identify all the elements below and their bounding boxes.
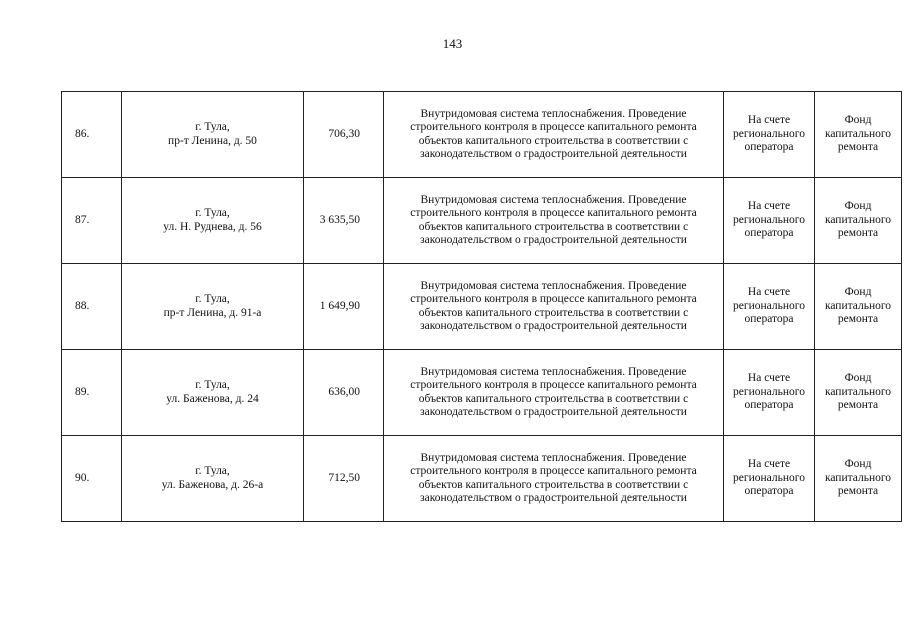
work-line: законодательством о градостроительной деятельности bbox=[420, 492, 687, 504]
address-cell bbox=[122, 436, 304, 522]
operator-cell bbox=[724, 436, 815, 522]
area-cell: 1 649,90 bbox=[304, 264, 384, 350]
work-line: объектов капитального строительства в соответствии с bbox=[418, 392, 689, 405]
table-row bbox=[62, 350, 902, 436]
fund-cell bbox=[815, 178, 902, 264]
fund-line: ремонта bbox=[837, 313, 879, 326]
area-cell: 3 635,50 bbox=[304, 178, 384, 264]
fund-line: капитального bbox=[824, 471, 892, 484]
operator-line: оператора bbox=[744, 227, 794, 240]
work-description-cell bbox=[384, 92, 724, 178]
work-line: объектов капитального строительства в соответствии с bbox=[418, 478, 689, 491]
fund-line: капитального bbox=[824, 385, 892, 398]
address-line: пр-т Ленина, д. 50 bbox=[168, 134, 257, 147]
fund-line: Фонд bbox=[844, 200, 872, 213]
fund-line: ремонта bbox=[837, 485, 879, 498]
work-line: Внутридомовая система теплоснабжения. Проведение bbox=[420, 193, 687, 206]
fund-line: ремонта bbox=[837, 141, 879, 154]
work-line: строительного контроля в процессе капитального ремонта bbox=[410, 293, 697, 305]
operator-line: На счете bbox=[747, 458, 791, 471]
work-line: строительного контроля в процессе капитального ремонта bbox=[410, 121, 697, 133]
row-number: 88. bbox=[62, 264, 122, 350]
operator-line: регионального bbox=[733, 127, 805, 140]
fund-line: ремонта bbox=[837, 227, 879, 240]
operator-line: регионального bbox=[733, 299, 805, 312]
work-line: законодательством о градостроительной деятельности bbox=[420, 320, 687, 332]
work-line: объектов капитального строительства в соответствии с bbox=[418, 220, 689, 233]
address-line: г. Тула, bbox=[195, 379, 230, 391]
operator-cell bbox=[724, 350, 815, 436]
operator-line: регионального bbox=[733, 471, 805, 484]
work-line: законодательством о градостроительной деятельности bbox=[420, 234, 687, 246]
repair-table bbox=[61, 91, 902, 522]
operator-line: оператора bbox=[744, 399, 794, 412]
table-row bbox=[62, 436, 902, 522]
address-line: ул. Баженова, д. 24 bbox=[166, 392, 259, 405]
operator-cell bbox=[724, 264, 815, 350]
operator-line: На счете bbox=[747, 200, 791, 213]
fund-cell bbox=[815, 264, 902, 350]
work-line: строительного контроля в процессе капитального ремонта bbox=[410, 465, 697, 477]
operator-line: оператора bbox=[744, 313, 794, 326]
fund-cell bbox=[815, 436, 902, 522]
work-line: строительного контроля в процессе капитального ремонта bbox=[410, 379, 697, 391]
work-line: объектов капитального строительства в соответствии с bbox=[418, 134, 689, 147]
area-cell: 706,30 bbox=[304, 92, 384, 178]
fund-line: ремонта bbox=[837, 399, 879, 412]
address-cell bbox=[122, 92, 304, 178]
fund-line: Фонд bbox=[844, 372, 872, 385]
row-number: 90. bbox=[62, 436, 122, 522]
operator-line: На счете bbox=[747, 286, 791, 299]
page-number: 143 bbox=[442, 36, 463, 51]
operator-cell bbox=[724, 178, 815, 264]
address-line: ул. Н. Руднева, д. 56 bbox=[163, 220, 262, 233]
table-row bbox=[62, 178, 902, 264]
address-line: г. Тула, bbox=[195, 121, 230, 133]
address-line: г. Тула, bbox=[195, 207, 230, 219]
work-description-cell bbox=[384, 178, 724, 264]
address-cell bbox=[122, 178, 304, 264]
row-number: 86. bbox=[62, 92, 122, 178]
fund-line: капитального bbox=[824, 213, 892, 226]
fund-line: Фонд bbox=[844, 286, 872, 299]
work-description-cell bbox=[384, 436, 724, 522]
table-row bbox=[62, 92, 902, 178]
fund-line: Фонд bbox=[844, 114, 872, 127]
fund-line: капитального bbox=[824, 127, 892, 140]
fund-line: Фонд bbox=[844, 458, 872, 471]
operator-line: оператора bbox=[744, 485, 794, 498]
area-cell: 636,00 bbox=[304, 350, 384, 436]
work-description-cell bbox=[384, 350, 724, 436]
operator-line: На счете bbox=[747, 114, 791, 127]
row-number: 89. bbox=[62, 350, 122, 436]
operator-line: оператора bbox=[744, 141, 794, 154]
area-cell: 712,50 bbox=[304, 436, 384, 522]
work-line: законодательством о градостроительной деятельности bbox=[420, 148, 687, 160]
work-line: законодательством о градостроительной деятельности bbox=[420, 406, 687, 418]
table-body bbox=[62, 92, 902, 522]
work-line: Внутридомовая система теплоснабжения. Проведение bbox=[420, 107, 687, 120]
fund-line: капитального bbox=[824, 299, 892, 312]
operator-line: На счете bbox=[747, 372, 791, 385]
operator-line: регионального bbox=[733, 213, 805, 226]
address-cell bbox=[122, 264, 304, 350]
operator-line: регионального bbox=[733, 385, 805, 398]
fund-cell bbox=[815, 350, 902, 436]
row-number: 87. bbox=[62, 178, 122, 264]
address-line: ул. Баженова, д. 26-а bbox=[161, 478, 264, 491]
operator-cell bbox=[724, 92, 815, 178]
work-line: объектов капитального строительства в соответствии с bbox=[418, 306, 689, 319]
address-cell bbox=[122, 350, 304, 436]
address-line: г. Тула, bbox=[195, 293, 230, 305]
table-row bbox=[62, 264, 902, 350]
work-line: строительного контроля в процессе капитального ремонта bbox=[410, 207, 697, 219]
work-line: Внутридомовая система теплоснабжения. Проведение bbox=[420, 279, 687, 292]
work-line: Внутридомовая система теплоснабжения. Проведение bbox=[420, 451, 687, 464]
work-line: Внутридомовая система теплоснабжения. Проведение bbox=[420, 365, 687, 378]
address-line: г. Тула, bbox=[195, 465, 230, 477]
fund-cell bbox=[815, 92, 902, 178]
address-line: пр-т Ленина, д. 91-а bbox=[163, 306, 262, 319]
work-description-cell bbox=[384, 264, 724, 350]
